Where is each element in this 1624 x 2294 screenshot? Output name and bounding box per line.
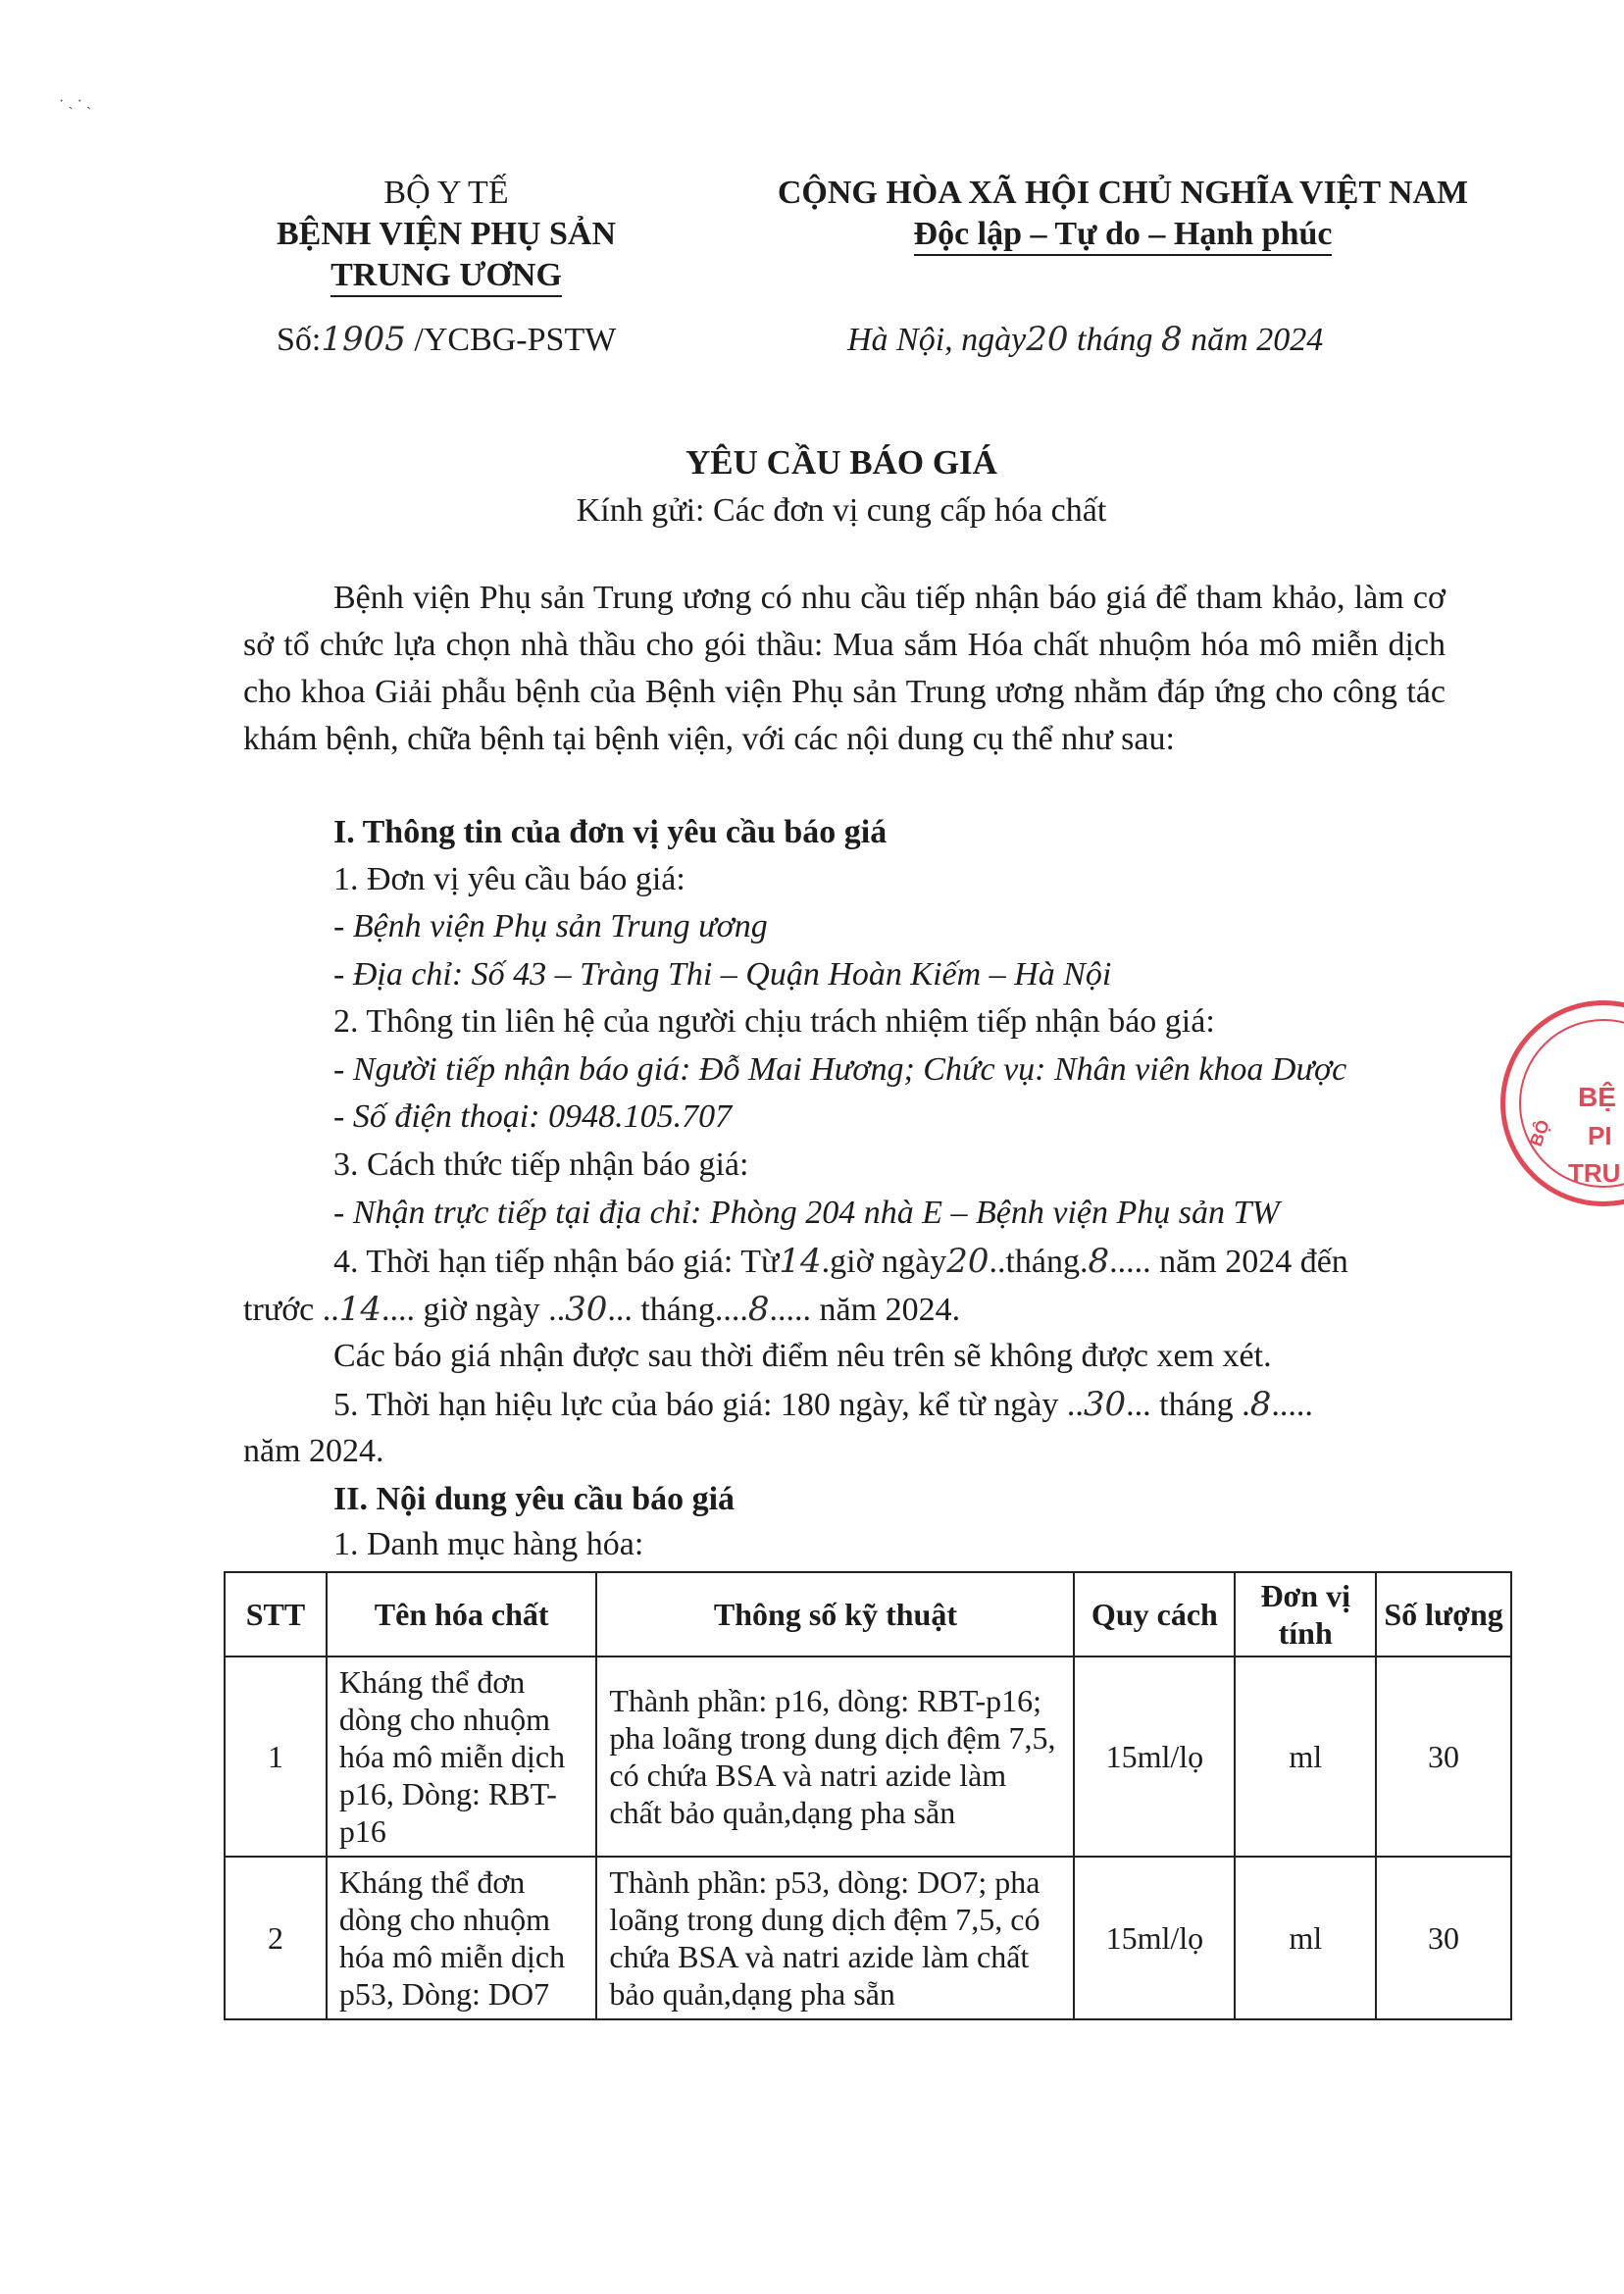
cell-unit: ml: [1235, 1857, 1376, 2019]
hospital-name-line1: BỆNH VIỆN PHỤ SẢN: [276, 216, 617, 252]
start-hour-handwritten: 14: [779, 1242, 822, 1281]
seal-text-2: PI: [1588, 1121, 1612, 1150]
section-1-item-1: 1. Đơn vị yêu cầu báo giá:: [333, 861, 685, 897]
cell-name: Kháng thể đơn dòng cho nhuộm hóa mô miễn dịch p53, Dòng: DO7: [327, 1857, 597, 2019]
late-submission-note: Các báo giá nhận được sau thời điểm nêu trên sẽ không được xem xét.: [333, 1338, 1272, 1374]
section-1-item-4-line2: trước ..14.... giờ ngày ..30... tháng....8..... năm 2024.: [243, 1290, 961, 1329]
table-row: [225, 1657, 1511, 1857]
section-1-item-4-line1: 4. Thời hạn tiếp nhận báo giá: Từ14.giờ ngày20..tháng.8..... năm 2024 đến: [333, 1242, 1348, 1281]
header-pack: Quy cách: [1074, 1572, 1235, 1657]
unit-name: - Bệnh viện Phụ sản Trung ương: [333, 908, 768, 944]
country-name: CỘNG HÒA XÃ HỘI CHỦ NGHĨA VIỆT NAM: [777, 175, 1469, 211]
national-header: [686, 173, 1559, 256]
cell-unit: ml: [1235, 1657, 1376, 1857]
section-1-item-2: 2. Thông tin liên hệ của người chịu trách nhiệm tiếp nhận báo giá:: [333, 1003, 1215, 1040]
end-month-handwritten: 8: [747, 1290, 770, 1329]
end-day-handwritten: 30: [565, 1290, 608, 1329]
cell-stt: 1: [225, 1657, 327, 1857]
cell-qty: 30: [1376, 1857, 1511, 2019]
section-1-item-3: 3. Cách thức tiếp nhận báo giá:: [333, 1147, 749, 1183]
document-number: [277, 320, 616, 359]
intro-paragraph: Bệnh viện Phụ sản Trung ương có nhu cầu tiếp nhận báo giá để tham khảo, làm cơ sở tổ chức lựa chọn nhà thầu cho gói thầu: Mua sắm Hóa chất nhuộm hóa mô miễn dịch cho khoa Giải phẫu bệnh của Bệnh viện Phụ sản Trung ương nhằm đáp ứng cho công tác khám bệnh, chữa bệnh tại bệnh viện, với các nội dung cụ thể như sau:: [243, 580, 1446, 757]
start-day-handwritten: 20: [946, 1242, 990, 1281]
ministry-header: [245, 173, 647, 297]
cell-stt: 2: [225, 1857, 327, 2019]
date-year: năm 2024: [1191, 322, 1324, 358]
scan-specks: · ˎ · ˏ: [59, 93, 92, 110]
validity-day-handwritten: 30: [1083, 1385, 1127, 1424]
doc-no-prefix: Số:: [277, 322, 322, 358]
ministry-name: BỘ Y TẾ: [383, 175, 509, 211]
section-2-heading: II. Nội dung yêu cầu báo giá: [333, 1481, 736, 1517]
seal-side-text: BỘ: [1526, 1117, 1554, 1149]
doc-no-handwritten: 1905: [321, 320, 406, 359]
header-qty: Số lượng: [1376, 1572, 1511, 1657]
header-name: Tên hóa chất: [327, 1572, 597, 1657]
start-month-handwritten: 8: [1088, 1242, 1110, 1281]
seal-text-3: TRU: [1568, 1158, 1621, 1188]
header-stt: STT: [225, 1572, 327, 1657]
cell-name: Kháng thể đơn dòng cho nhuộm hóa mô miễn dịch p16, Dòng: RBT-p16: [327, 1657, 597, 1857]
red-seal-stamp: [1500, 1000, 1624, 1206]
recipient-line: Kính gửi: Các đơn vị cung cấp hóa chất: [576, 492, 1107, 529]
cell-pack: 15ml/lọ: [1074, 1857, 1235, 2019]
header-spec: Thông số kỹ thuật: [596, 1572, 1074, 1657]
seal-text-1: BỆ: [1578, 1082, 1616, 1112]
date-day-handwritten: 20: [1026, 320, 1069, 359]
contact-phone: - Số điện thoại: 0948.105.707: [333, 1098, 733, 1135]
hospital-name-line2: TRUNG ƯƠNG: [330, 256, 562, 297]
national-motto: Độc lập – Tự do – Hạnh phúc: [914, 215, 1333, 256]
unit-address: - Địa chỉ: Số 43 – Tràng Thi – Quận Hoàn Kiếm – Hà Nội: [333, 956, 1112, 993]
section-2-item-1: 1. Danh mục hàng hóa:: [333, 1526, 644, 1562]
cell-pack: 15ml/lọ: [1074, 1657, 1235, 1857]
table-header-row: [225, 1572, 1511, 1657]
validity-month-handwritten: 8: [1249, 1385, 1272, 1424]
date-month-word: tháng: [1077, 322, 1153, 358]
cell-spec: Thành phần: p16, dòng: RBT-p16; pha loãng trong dung dịch đệm 7,5, có chứa BSA và natri azide làm chất bảo quản,dạng pha sẵn: [596, 1657, 1074, 1857]
document-title: YÊU CẦU BÁO GIÁ: [685, 443, 997, 482]
date-place: Hà Nội, ngày: [847, 322, 1027, 358]
doc-no-suffix: /YCBG-PSTW: [414, 322, 617, 358]
validity-year: năm 2024.: [243, 1433, 384, 1469]
section-1-item-5: 5. Thời hạn hiệu lực của báo giá: 180 ngày, kể từ ngày ..30... tháng .8.....: [333, 1385, 1313, 1424]
end-hour-handwritten: 14: [338, 1290, 382, 1329]
date-month-handwritten: 8: [1161, 320, 1183, 359]
contact-person: - Người tiếp nhận báo giá: Đỗ Mai Hương; Chức vụ: Nhân viên khoa Dược: [333, 1051, 1347, 1088]
cell-qty: 30: [1376, 1657, 1511, 1857]
header-unit: Đơn vị tính: [1235, 1572, 1376, 1657]
issue-date: [847, 320, 1323, 359]
goods-table: [224, 1571, 1512, 2020]
receiving-method: - Nhận trực tiếp tại địa chỉ: Phòng 204 nhà E – Bệnh viện Phụ sản TW: [333, 1195, 1280, 1231]
table-row: [225, 1857, 1511, 2019]
section-1-heading: I. Thông tin của đơn vị yêu cầu báo giá: [333, 814, 888, 850]
cell-spec: Thành phần: p53, dòng: DO7; pha loãng trong dung dịch đệm 7,5, có chứa BSA và natri azide làm chất bảo quản,dạng pha sẵn: [596, 1857, 1074, 2019]
